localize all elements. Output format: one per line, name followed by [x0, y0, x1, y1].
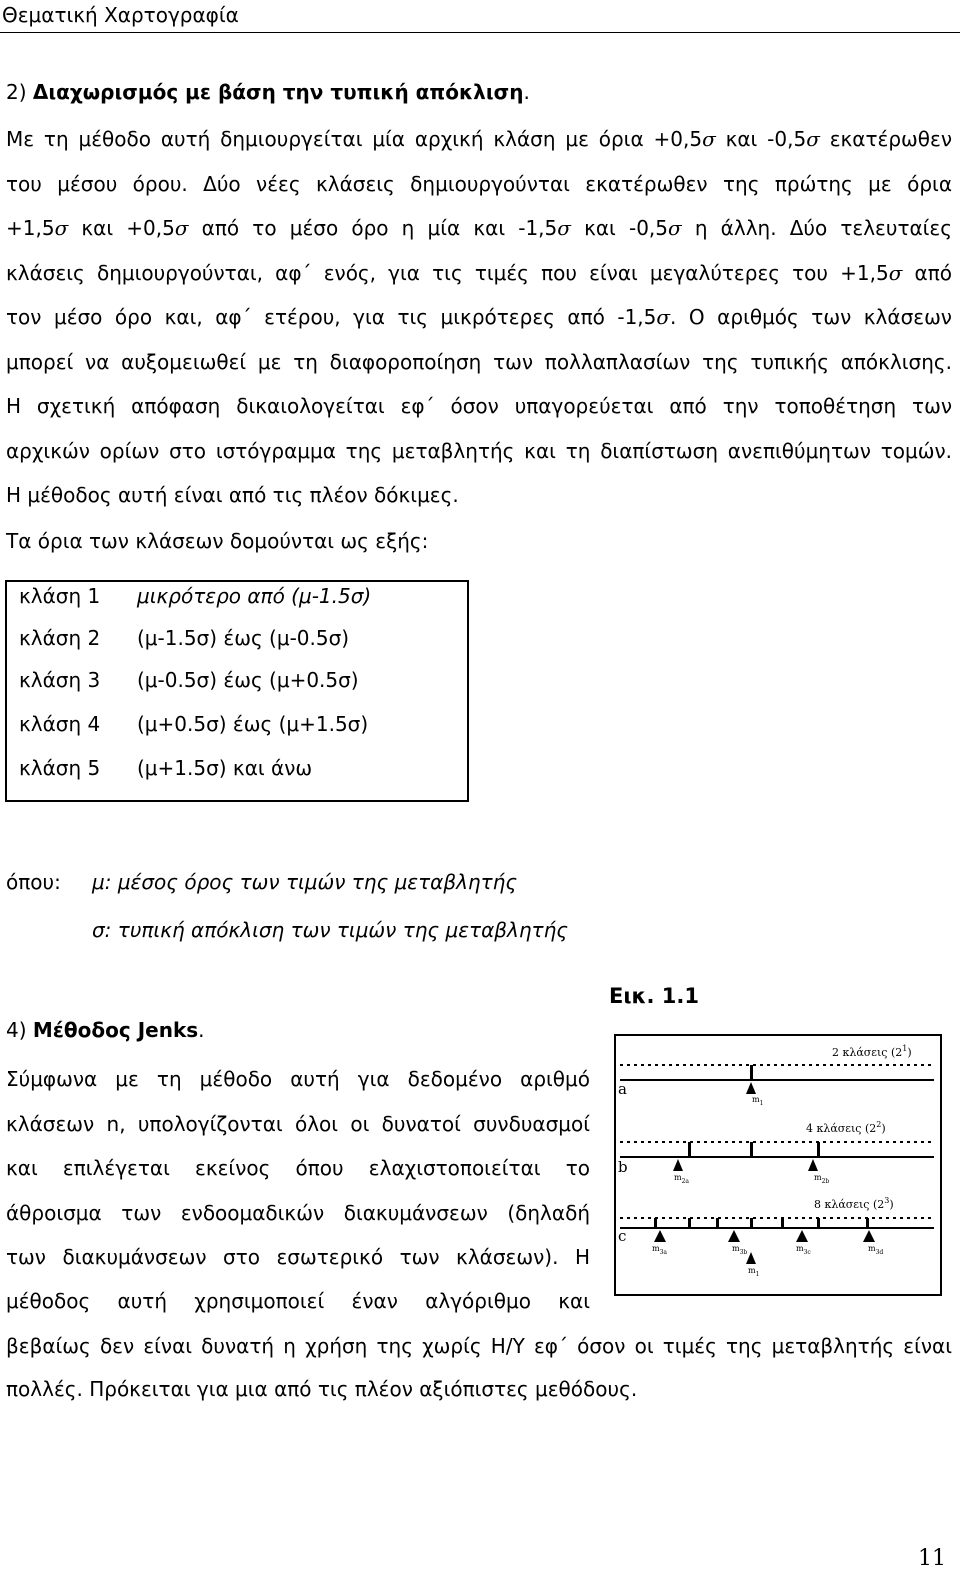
row-b-caption: 4 κλάσεις $(2^2)$ — [806, 1120, 886, 1135]
row-b-mean-label: $m_{2b}$ — [814, 1173, 830, 1185]
row-c-mean-label: $m_{3d}$ — [868, 1244, 884, 1256]
row-c-mean-marker — [796, 1230, 808, 1242]
jenks-figure — [614, 1034, 942, 1296]
para1-line-3: +1,5σ και +0,5σ από το μέσο όρο η μία και -1,5σ και -0,5σ η άλλη. Δύο τελευταίες — [6, 216, 952, 240]
section-4-number: 4) — [6, 1018, 33, 1042]
class-row: κλάση 2 (μ-1.5σ) έως (μ-0.5σ) — [19, 626, 350, 650]
legend-sigma: σ: τυπική απόκλιση των τιμών της μεταβλητής — [92, 918, 569, 942]
para1-line-1: Με τη μέθοδο αυτή δημιουργείται μία αρχική κλάση με όρια +0,5σ και -0,5σ εκατέρωθεν — [6, 127, 952, 151]
row-c-break — [750, 1218, 753, 1228]
row-c-mean-label: $m_{3a}$ — [652, 1244, 667, 1256]
section-2-number: 2) — [6, 80, 33, 104]
row-b-mean-label: $m_{2a}$ — [674, 1173, 689, 1185]
row-c-break — [716, 1218, 719, 1228]
row-a-mean-marker — [746, 1082, 756, 1094]
para2-line-2: κλάσεων n, υπολογίζονται όλοι οι δυνατοί συνδυασμοί — [6, 1112, 590, 1136]
class-row: κλάση 5 (μ+1.5σ) και άνω — [19, 756, 313, 780]
row-b-letter: b — [618, 1158, 628, 1176]
row-a-mean-label: $m_1$ — [752, 1095, 764, 1107]
classes-table — [5, 580, 469, 802]
row-c-break — [781, 1218, 784, 1228]
para1-line-2: του μέσου όρου. Δύο νέες κλάσεις δημιουργούνται εκατέρωθεν της πρώτης με όρια — [6, 172, 952, 196]
row-b-mean-marker — [808, 1159, 818, 1171]
row-a-break — [750, 1065, 753, 1080]
section-4-title: Μέθοδος Jenks — [32, 1018, 199, 1042]
para2-line-6: μέθοδος αυτή χρησιμοποιεί έναν αλγόριθμο και — [6, 1289, 590, 1313]
page-number: 11 — [918, 1546, 946, 1571]
row-c-letter: c — [618, 1227, 627, 1245]
row-a-caption: 2 κλάσεις $(2^1)$ — [832, 1044, 912, 1059]
figure-title: Εικ. 1.1 — [609, 984, 699, 1008]
row-b-break — [688, 1142, 691, 1157]
class-row: κλάση 4 (μ+0.5σ) έως (μ+1.5σ) — [19, 712, 369, 736]
row-a-letter: a — [618, 1080, 627, 1098]
legend-where: όπου: — [6, 870, 61, 894]
para2-line-4: άθροισμα των ενδοομαδικών διακυμάνσεων (δηλαδή — [6, 1201, 590, 1225]
row-c-mean-marker — [863, 1230, 875, 1242]
para1-line-9: Η μέθοδος αυτή είναι από τις πλέον δόκιμες. — [6, 483, 459, 507]
para2-line-3: και επιλέγεται εκείνος όπου ελαχιστοποιείται το — [6, 1156, 590, 1180]
row-b-break — [817, 1142, 820, 1157]
classes-intro: Τα όρια των κλάσεων δομούνται ως εξής: — [6, 529, 429, 553]
para2-line-1: Σύμφωνα με τη μέθοδο αυτή για δεδομένο αριθμό — [6, 1067, 590, 1091]
row-c-break — [688, 1218, 691, 1228]
row-c-mean-marker — [728, 1230, 740, 1242]
class-row: κλάση 1 μικρότερο από (μ-1.5σ) — [19, 584, 372, 608]
row-c-break — [817, 1218, 820, 1228]
row-c-break — [866, 1218, 869, 1228]
section-2-heading: 2) Διαχωρισμός με βάση την τυπική απόκλιση. — [6, 80, 530, 104]
para2-line-5: των διακυμάνσεων στο εσωτερικό των κλάσεων). Η — [6, 1245, 590, 1269]
section-2-title: Διαχωρισμός με βάση την τυπική απόκλιση — [32, 80, 524, 104]
row-b-break — [750, 1142, 753, 1157]
row-c-break — [654, 1218, 657, 1228]
row-c-mean-label: $m_{3c}$ — [796, 1244, 811, 1256]
row-c-mean-marker — [654, 1230, 666, 1242]
para2-line-8: πολλές. Πρόκειται για μια από τις πλέον αξιόπιστες μεθόδους. — [6, 1377, 638, 1401]
para1-line-4: κλάσεις δημιουργούνται, αφ΄ ενός, για τις τιμές που είναι μεγαλύτερες του +1,5σ από — [6, 261, 952, 285]
header-title: Θεματική Χαρτογραφία — [2, 3, 239, 27]
para1-line-6: μπορεί να αυξομειωθεί με τη διαφοροποίηση των πολλαπλασίων της τυπικής απόκλισης. — [6, 350, 952, 374]
para1-line-8: αρχικών ορίων στο ιστόγραμμα της μεταβλητής και τη διαπίστωση ανεπιθύμητων τομών. — [6, 439, 952, 463]
para1-line-7: Η σχετική απόφαση δικαιολογείται εφ΄ όσον υπαγορεύεται από την τοποθέτηση των — [6, 394, 952, 418]
legend-mu: μ: μέσος όρος των τιμών της μεταβλητής — [92, 870, 518, 894]
running-header — [0, 0, 960, 33]
row-c-mean-label: $m_1$ — [748, 1266, 760, 1278]
row-c-overall-mean-marker — [746, 1252, 756, 1264]
row-c-caption: 8 κλάσεις $(2^3)$ — [814, 1196, 894, 1211]
row-b-mean-marker — [673, 1159, 683, 1171]
row-c-mean-label: $m_{3b}$ — [732, 1244, 748, 1256]
class-row: κλάση 3 (μ-0.5σ) έως (μ+0.5σ) — [19, 668, 359, 692]
jenks-diagram — [616, 1036, 940, 1294]
para2-line-7: βεβαίως δεν είναι δυνατή η χρήση της χωρίς Η/Υ εφ΄ όσον οι τιμές της μεταβλητής είναι — [6, 1334, 952, 1358]
section-4-heading: 4) Μέθοδος Jenks. — [6, 1018, 205, 1042]
para1-line-5: τον μέσο όρο και, αφ΄ ετέρου, για τις μικρότερες από -1,5σ. Ο αριθμός των κλάσεων — [6, 305, 952, 329]
